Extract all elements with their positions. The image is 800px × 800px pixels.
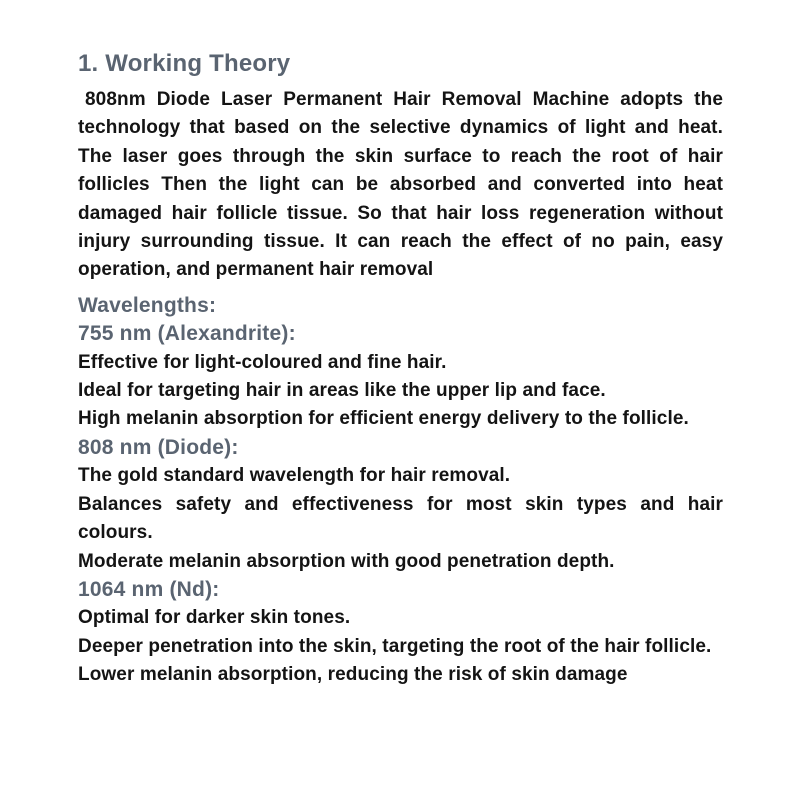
section-line: Lower melanin absorption, reducing the risk of skin damage [78,664,628,686]
section-line: Ideal for targeting hair in areas like the upper lip and face. [78,380,606,402]
wavelengths-heading: Wavelengths: [78,293,217,317]
intro-paragraph: 808nm Diode Laser Permanent Hair Removal Machine adopts the technology that based on the selective dynamics of light and heat. The laser goes through the skin surface to reach the root of hair follicles Then the light can be absorbed and converted into heat damaged hair follicle tissue. So that hair loss regeneration without injury surrounding tissue. It can reach the effect of no pain, easy operation, and permanent hair removal [78,89,723,281]
wavelength-section-808 [78,434,723,576]
section-line: Balances safety and effectiveness for most skin types and hair colours. [78,493,723,544]
wavelength-section-1064 [78,576,723,690]
section-line: Moderate melanin absorption with good penetration depth. [78,550,615,572]
section-line: The gold standard wavelength for hair removal. [78,465,511,487]
section-line: High melanin absorption for efficient energy delivery to the follicle. [78,408,689,430]
section-heading-755: 755 nm (Alexandrite): [78,322,296,346]
document-content [78,50,723,690]
section-line: Deeper penetration into the skin, targeting the root of the hair follicle. [78,635,712,657]
section-heading-808: 808 nm (Diode): [78,435,239,459]
section-line: Effective for light-coloured and fine hair. [78,351,447,373]
page-title: 1. Working Theory [78,50,291,77]
section-heading-1064: 1064 nm (Nd): [78,577,220,601]
wavelength-section-755 [78,320,723,434]
section-line: Optimal for darker skin tones. [78,607,351,629]
